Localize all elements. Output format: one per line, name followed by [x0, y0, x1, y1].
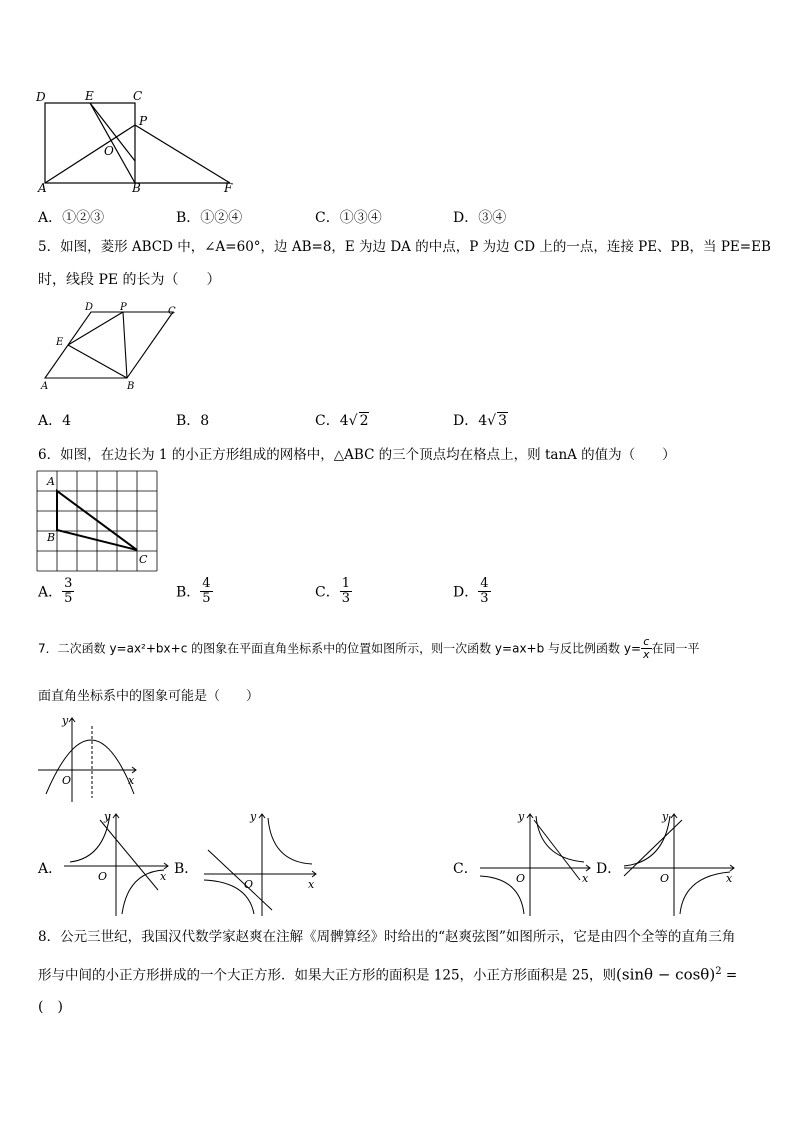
q7-option-d-label[interactable]: D． [596, 861, 622, 877]
q4-option-d[interactable] [453, 207, 506, 227]
q5-option-c[interactable]: C．4√ 2 [315, 413, 369, 429]
option-fraction [340, 577, 352, 606]
q8-stem-line1: 8．公元三世纪，我国汉代数学家赵爽在注解《周髀算经》时给出的“赵爽弦图”如图所示，它是由四个全等的直角三角 [38, 929, 736, 945]
option-fraction [62, 577, 74, 606]
q8-stem-text: 形与中间的小正方形拼成的一个大正方形．如果大正方形的面积是 125，小正方形面积是 25，则 [38, 967, 617, 984]
axis-x: x [160, 870, 167, 883]
option-text: ③④ [478, 210, 507, 226]
q7-option-c-label[interactable]: C． [453, 861, 478, 877]
q7-parabola-figure [36, 712, 140, 804]
fig5-label-D: D [85, 302, 94, 313]
option-text: ①②④ [200, 210, 243, 226]
q7-stem-line2: 面直角坐标系中的图象可能是（ ） [38, 689, 260, 704]
axis-y: y [104, 810, 111, 823]
q4-option-c[interactable] [315, 207, 382, 227]
q7-stem-text-end: 在同一平 [651, 641, 700, 656]
q7-axis-y: y [62, 714, 69, 727]
option-letter: D． [453, 584, 479, 601]
option-fraction [478, 577, 490, 606]
axis-y: y [250, 810, 257, 823]
option-radicand: 3 [498, 413, 507, 429]
origin: O [516, 872, 526, 885]
q6-option-d[interactable] [453, 577, 491, 606]
option-text: 4 [62, 413, 72, 429]
q7-option-a-graph[interactable] [60, 810, 172, 918]
option-text: 4 [339, 413, 349, 429]
q7-stem-text: 7．二次函数 y=ax²+bx+c 的图象在平面直角坐标系中的位置如图所示，则一次函数 y=ax+b 与反比例函数 y= [38, 641, 641, 656]
fraction-denominator: 5 [64, 591, 73, 606]
axis-x: x [308, 878, 315, 891]
option-letter: A． [38, 413, 63, 429]
origin: O [98, 870, 108, 883]
fig4-label-C: C [133, 89, 143, 103]
q5-stem-line1: 5．如图，菱形 ABCD 中，∠A=60°，边 AB=8，E 为边 DA 的中点，P 为边 CD 上的一点，连接 PE、PB，当 PE=EB [38, 239, 771, 255]
fig4-label-A: A [38, 181, 47, 195]
fig5-label-C: C [168, 306, 176, 317]
fraction-numerator: 3 [64, 576, 73, 591]
fig4-label-P: P [139, 114, 148, 128]
axis-x: x [726, 872, 733, 885]
q4-figure [30, 85, 250, 195]
option-letter: C． [315, 584, 340, 601]
fraction-denominator: 3 [480, 591, 489, 606]
fraction-denominator: 3 [341, 591, 350, 606]
q7-option-b-label[interactable]: B． [174, 861, 199, 877]
q7-axis-x: x [128, 774, 135, 787]
option-letter: C． [315, 210, 340, 226]
option-text: ①②③ [62, 210, 105, 226]
q7-fraction [641, 636, 652, 661]
fig6-label-A: A [47, 475, 55, 488]
option-letter: D． [453, 210, 479, 226]
fig6-label-B: B [47, 531, 56, 544]
fig5-label-P: P [120, 302, 127, 313]
axis-x: x [582, 872, 589, 885]
option-letter: D． [453, 413, 479, 429]
q5-option-a[interactable] [38, 410, 71, 430]
origin: O [660, 872, 670, 885]
q5-figure [35, 300, 185, 392]
q6-grid-figure [36, 470, 161, 572]
q6-option-a[interactable] [38, 577, 74, 606]
q4-option-b[interactable] [176, 207, 242, 227]
q6-option-b[interactable] [176, 577, 213, 606]
q8-expression: (sinθ − cosθ) [616, 965, 716, 984]
q8-stem-line2 [38, 962, 737, 986]
fig4-label-D: D [36, 90, 46, 104]
option-radicand: 2 [359, 413, 369, 429]
q6-stem: 6．如图，在边长为 1 的小正方形组成的网格中，△ABC 的三个顶点均在格点上，则 tanA 的值为（ ） [38, 447, 676, 463]
fraction-denominator: 5 [202, 591, 211, 606]
q7-origin: O [62, 774, 72, 787]
q7-option-c-graph[interactable] [476, 810, 594, 918]
fig4-label-E: E [85, 89, 94, 103]
option-text: 4 [478, 413, 488, 429]
option-letter: B． [176, 584, 201, 601]
option-letter: B． [176, 210, 201, 226]
axis-y: y [518, 810, 525, 823]
q5-option-d[interactable]: D．4√ 3 [453, 413, 507, 429]
option-fraction [200, 577, 212, 606]
option-letter: A． [38, 584, 63, 601]
option-letter: A． [38, 210, 63, 226]
fig4-label-B: B [132, 181, 141, 195]
fig4-label-O: O [104, 144, 114, 158]
axis-y: y [662, 810, 669, 823]
option-text: 8 [200, 413, 210, 429]
fig4-label-F: F [224, 181, 233, 195]
fraction-numerator: c [641, 636, 652, 649]
origin: O [244, 878, 254, 891]
fig5-label-A: A [41, 381, 49, 392]
fraction-numerator: 4 [202, 576, 211, 591]
q5-option-b[interactable] [176, 410, 209, 430]
q8-equals: = [721, 967, 738, 984]
option-letter: B． [176, 413, 201, 429]
q7-stem-line1 [38, 636, 700, 661]
fig6-label-C: C [139, 553, 148, 566]
q6-option-c[interactable] [315, 577, 352, 606]
option-letter: C． [315, 413, 340, 429]
q8-answer-paren: ( ) [38, 999, 63, 1015]
fraction-denominator: x [643, 648, 650, 661]
fig5-label-B: B [127, 381, 135, 392]
q7-option-a-label[interactable]: A． [38, 861, 63, 877]
q7-option-b-graph[interactable] [200, 810, 320, 918]
fraction-numerator: 4 [480, 576, 489, 591]
q4-option-a[interactable] [38, 207, 104, 227]
option-text: ①③④ [339, 210, 382, 226]
q5-stem-line2: 时，线段 PE 的长为（ ） [38, 272, 221, 288]
fig5-label-E: E [56, 337, 64, 348]
q8-exponent: 2 [715, 966, 722, 977]
fraction-numerator: 1 [341, 576, 350, 591]
q7-option-d-graph[interactable] [620, 810, 738, 918]
